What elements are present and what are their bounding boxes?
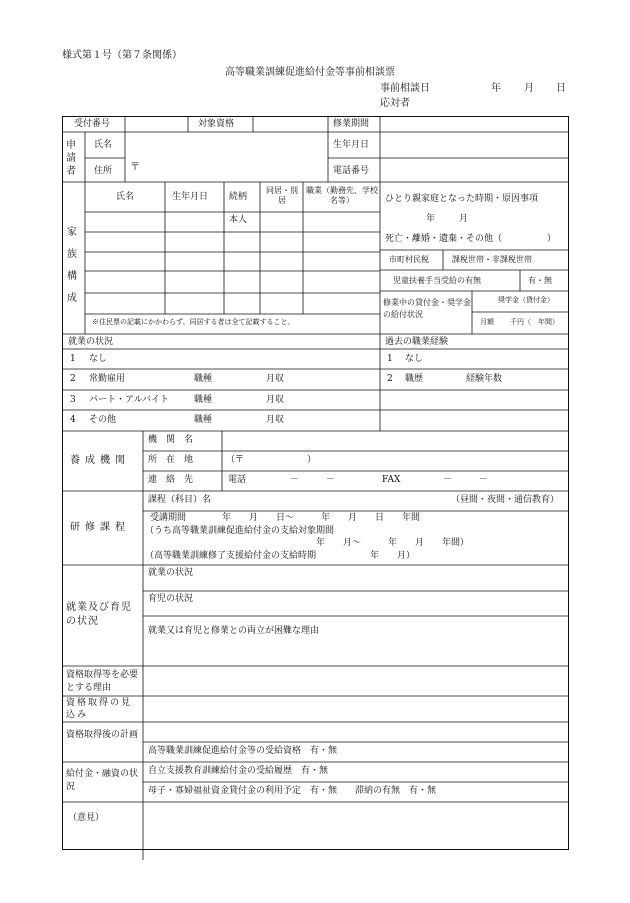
institution-phone-label: 電話 [228, 475, 247, 485]
phone-label: 電話番号 [333, 166, 370, 176]
single-parent-title: ひとり親家庭となった時期・原因事項 [385, 194, 539, 204]
course-paid-period-2: 年 月～ 年 月 年間） [316, 538, 470, 548]
employment-status-title: 就業の状況 [68, 337, 114, 347]
prospect-label: 資格取得の見込み [66, 698, 133, 720]
course-type: （昼間・夜間・通信教育） [451, 495, 560, 505]
responder-label: 応対者 [380, 98, 410, 109]
emp-row3-income: 月収 [266, 395, 285, 405]
consult-month: 月 [524, 83, 534, 94]
past-row2-no: 2 [387, 374, 393, 384]
emp-row2-label: 常勤雇用 [89, 374, 126, 384]
institution-postal: （〒 ） [226, 455, 317, 465]
birth-date-label: 生年月日 [333, 140, 370, 150]
consult-year: 年 [491, 83, 501, 94]
emp-row2-no: 2 [70, 374, 76, 384]
difficulty-label: 就業又は育児と修業との両立が困難な理由 [148, 626, 320, 636]
family-col-relation: 続柄 [229, 192, 248, 202]
course-period: 受講期間 年 月 日～ 年 月 日 年間 [150, 513, 421, 523]
family-col-name: 氏名 [116, 192, 135, 202]
past-row2-years: 経験年数 [466, 374, 503, 384]
study-period-label: 修業期間 [333, 119, 370, 129]
consult-day: 日 [556, 83, 566, 94]
family-note: ※住民票の記載にかかわらず、同居する者は全て記載すること。 [92, 318, 295, 326]
tax-options: 課税世帯・非課税世帯 [452, 255, 532, 264]
reason-label: 資格取得等を必要とする理由 [66, 670, 139, 693]
past-row2-label: 職歴 [405, 374, 424, 384]
benefit-label: 給付金・融資の状況 [66, 769, 139, 792]
family-col-job: 職業（勤務先、学校名等） [306, 186, 378, 205]
qualification-label: 対象資格 [198, 119, 235, 129]
benefit-line-2: 自立支援教育訓練給付金の受給履歴 有・無 [148, 766, 329, 776]
family-col-cohabit: 同居・別居 [266, 186, 298, 205]
emp-row4-no: 4 [70, 415, 76, 425]
consult-date-label: 事前相談日 [380, 83, 430, 94]
course-completion: （高等職業訓練修了支援給付金の支給時期 年 月） [145, 551, 416, 561]
fax-dash-2: － [479, 475, 489, 485]
child-allowance-label: 児童扶養手当受給の有無 [393, 276, 481, 285]
plan-label: 資格取得後の計画 [66, 730, 139, 740]
phone-dash-2: － [326, 475, 336, 485]
institution-fax-label: FAX [382, 475, 401, 485]
emp-row3-label: パート・アルバイト [89, 395, 170, 405]
postal-mark: 〒 [130, 162, 140, 173]
monthly-label: 月額 [480, 318, 494, 326]
institution-contact-label: 連 絡 先 [148, 475, 194, 485]
emp-row1-no: 1 [70, 354, 76, 364]
emp-row4-income: 月収 [266, 415, 285, 425]
tax-label: 市町村民税 [389, 255, 429, 264]
receipt-no-label: 受付番号 [74, 119, 111, 129]
past-experience-title: 過去の職業経験 [385, 337, 449, 347]
applicant-section-label: 申請者 [66, 140, 76, 177]
course-paid-period: （うち高等職業訓練促進給付金の支給対象期間 [145, 526, 335, 536]
opinion-label: （意見） [68, 813, 105, 823]
family-col-birth: 生年月日 [172, 192, 209, 202]
work-childcare-section: 就業及び育児の状況 [66, 602, 132, 627]
emp-row2-income: 月収 [266, 374, 285, 384]
phone-dash-1: － [290, 475, 300, 485]
amount-label: 千円（ 年間） [510, 318, 559, 326]
family-section-label: 家族構成 [67, 227, 77, 304]
institution-location-label: 所 在 地 [148, 455, 194, 465]
fax-dash-1: － [443, 475, 453, 485]
course-name-label: 課程（科目）名 [148, 495, 212, 505]
emp-row3-job: 職種 [194, 395, 213, 405]
single-parent-causes: 死亡・離婚・遺棄・その他（ ） [385, 234, 557, 244]
form-title: 高等職業訓練促進給付金等事前相談票 [225, 67, 395, 78]
benefit-line-3: 母子・寡婦福祉資金貸付金の利用予定 有・無 滞納の有無 有・無 [148, 786, 437, 796]
past-row1-no: 1 [387, 354, 393, 364]
emp-row4-job: 職種 [194, 415, 213, 425]
benefit-line-1: 高等職業訓練促進給付金等の受給資格 有・無 [148, 746, 338, 756]
single-parent-year: 年 [426, 214, 436, 224]
emp-row4-label: その他 [89, 415, 117, 425]
single-parent-month: 月 [459, 214, 469, 224]
childcare-status-label: 育児の状況 [148, 594, 194, 604]
form-number: 様式第１号（第７条関係） [62, 50, 182, 61]
work-status-label: 就業の状況 [148, 568, 194, 578]
applicant-name-label: 氏名 [94, 140, 113, 150]
applicant-address-label: 住所 [94, 166, 113, 176]
loan-label: 修業中の貸付金・奨学金の給付状況 [383, 298, 471, 319]
training-course-section: 研修課程 [70, 522, 130, 533]
child-allowance-yes-no: 有・無 [528, 276, 552, 285]
scholarship-label: 奨学金（貸付金） [498, 296, 554, 304]
family-self: 本人 [229, 215, 248, 225]
training-institution-section: 養成機関 [70, 455, 130, 466]
emp-row1-label: なし [89, 354, 108, 364]
institution-name-label: 機 関 名 [148, 435, 194, 445]
past-row1-label: なし [405, 354, 424, 364]
emp-row2-job: 職種 [194, 374, 213, 384]
emp-row3-no: 3 [70, 395, 76, 405]
